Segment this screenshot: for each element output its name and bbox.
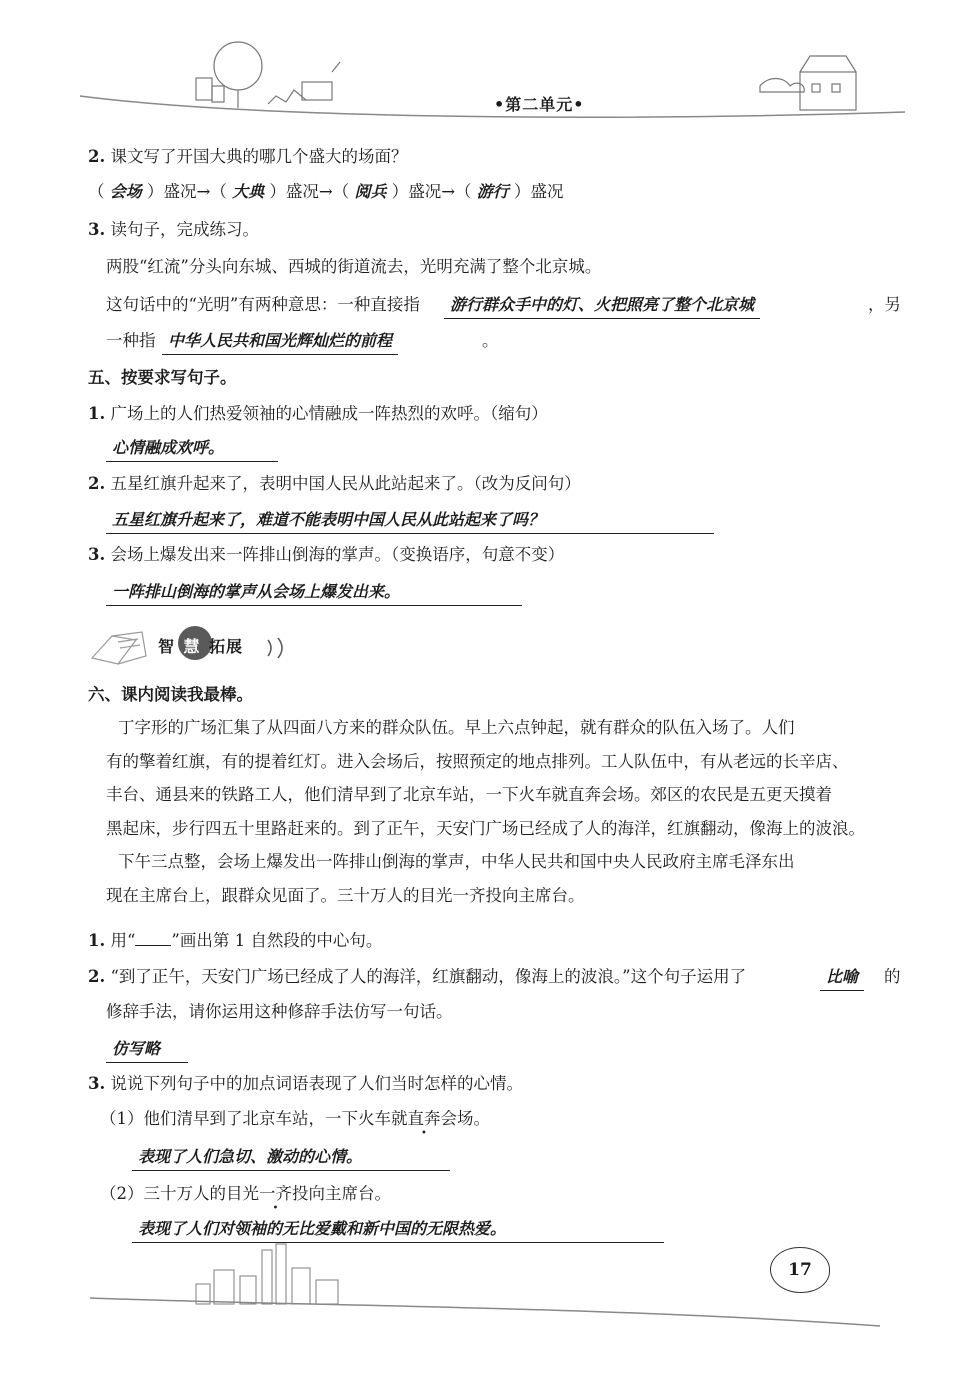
unit-title: •第二单元• bbox=[494, 95, 585, 114]
section-title: 六、课内阅读我最棒。 bbox=[88, 685, 253, 704]
answer-line: 表现了人们对领袖的无比爱戴和新中国的无限热爱。 bbox=[132, 1218, 664, 1243]
answer-line: 游行群众手中的灯、火把照亮了整个北京城 bbox=[444, 294, 760, 319]
footer-decoration bbox=[0, 1240, 979, 1330]
exercise-item: 2. “到了正午，天安门广场已经成了人的海洋，红旗翻动，像海上的波浪。”这个句子运用了 bbox=[88, 967, 747, 986]
answer-field: 会场 bbox=[109, 182, 142, 201]
exercise-item: 1. 用“ ”画出第 1 自然段的中心句。 bbox=[88, 931, 383, 950]
exercise-item: 2. 五星红旗升起来了，表明中国人民从此站起来了。（改为反问句） bbox=[88, 474, 581, 493]
answer-field: 游行 bbox=[476, 182, 509, 201]
banner-title: 智 慧 拓展 bbox=[158, 637, 244, 656]
answer-line: 比喻 bbox=[820, 966, 864, 991]
exercise-item: 3. 说说下列句子中的加点词语表现了人们当时怎样的心情。 bbox=[88, 1074, 523, 1093]
sub-question: （1）他们清早到了北京车站，一下火车就直奔会场。 bbox=[100, 1109, 490, 1128]
dotted-word: 直奔 bbox=[407, 1109, 441, 1128]
answer-line: 仿写略 bbox=[106, 1038, 188, 1063]
exercise-item: 1. 广场上的人们热爱领袖的心情融成一阵热烈的欢呼。（缩句） bbox=[88, 404, 548, 423]
question-3-quote: 两股“红流”分头向东城、西城的街道流去，光明充满了整个北京城。 bbox=[106, 257, 602, 276]
answer-line: 心情融成欢呼。 bbox=[106, 437, 278, 462]
answer-line: 一阵排山倒海的掌声从会场上爆发出来。 bbox=[106, 581, 522, 606]
answer-line: 五星红旗升起来了，难道不能表明中国人民从此站起来了吗？ bbox=[106, 509, 714, 534]
answer-field: 大典 bbox=[232, 182, 265, 201]
exercise-item: 3. 会场上爆发出来一阵排山倒海的掌声。（变换语序，句意不变） bbox=[88, 545, 565, 564]
underline-sample bbox=[135, 931, 171, 946]
answer-line: 中华人民共和国光辉灿烂的前程 bbox=[162, 330, 398, 355]
page-number: 17 bbox=[770, 1247, 830, 1293]
section-title: 五、按要求写句子。 bbox=[88, 368, 237, 387]
reading-passage: 丁字形的广场汇集了从四面八方来的群众队伍。早上六点钟起，就有群众的队伍入场了。人们 有的擎着红旗，有的提着红灯。进入会场后，按照预定的地点排列。工人队伍中，有从老远的长辛店、 丰台、通县来的铁路工人，他们清早到了北京车站，一下火车就直奔会场。郊区的农民是五更天摸着 黑起床，步行四五十里路赶来的。到了正午，天安门广场已经成了人的海洋，红旗翻动，像海上的波浪。 下午三点整，会场上爆发出一阵排山倒海的掌声，中华人民共和国中央人民政府主席毛泽东出 现在主席台上，跟群众见面了。三十万人的目光一齐投向主席台。 bbox=[106, 718, 865, 905]
dotted-word: 一齐 bbox=[259, 1184, 292, 1203]
question-2-answers: （ 会场 ）盛况→（ 大典 ）盛况→（ 阅兵 ）盛况→（ 游行 ）盛况 bbox=[88, 182, 564, 201]
question-3: 3. 读句子，完成练习。 bbox=[88, 220, 259, 239]
answer-line: 表现了人们急切、激动的心情。 bbox=[132, 1146, 450, 1171]
sub-question: （2）三十万人的目光一齐投向主席台。 bbox=[100, 1184, 391, 1203]
question-2: 2. 课文写了开国大典的哪几个盛大的场面？ bbox=[88, 147, 408, 166]
answer-field: 阅兵 bbox=[354, 182, 387, 201]
header-decoration bbox=[0, 0, 979, 140]
question-3-prompt: 这句话中的“光明”有两种意思：一种直接指 bbox=[106, 295, 420, 314]
